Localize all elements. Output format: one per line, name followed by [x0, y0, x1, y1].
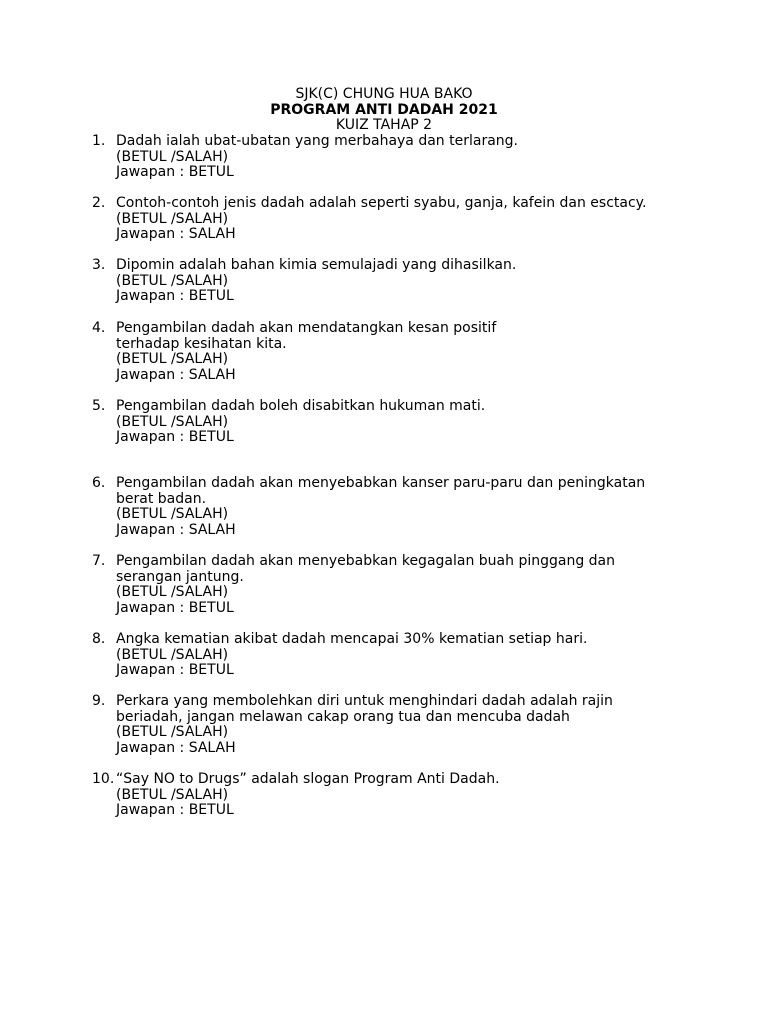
answer-options: (BETUL /SALAH) — [116, 148, 229, 165]
question-body — [116, 258, 692, 305]
question-item — [92, 258, 692, 305]
answer-key: Jawapan : SALAH — [116, 739, 236, 756]
question-number: 2. — [92, 195, 106, 211]
question-number: 9. — [92, 693, 106, 709]
question-text: berat badan. — [116, 490, 207, 507]
question-body — [116, 399, 692, 446]
question-text: Pengambilan dadah akan mendatangkan kesan positif — [116, 320, 497, 336]
question-item — [92, 476, 692, 538]
question-body — [116, 694, 692, 756]
question-item — [92, 694, 692, 756]
question-body — [116, 476, 692, 538]
question-body — [116, 134, 692, 181]
question-item — [92, 554, 692, 616]
question-text: Pengambilan dadah akan menyebabkan kanser paru-paru dan peningkatan — [116, 475, 646, 491]
question-item — [92, 772, 692, 819]
answer-options: (BETUL /SALAH) — [116, 724, 229, 741]
question-item — [92, 134, 692, 181]
school-name: SJK(C) CHUNG HUA BAKO — [295, 86, 473, 102]
question-text: serangan jantung. — [116, 568, 244, 585]
answer-key: Jawapan : BETUL — [116, 662, 234, 679]
answer-key: Jawapan : BETUL — [116, 599, 234, 616]
question-number: 6. — [92, 475, 106, 491]
question-text: Dipomin adalah bahan kimia semulajadi yang dihasilkan. — [116, 257, 517, 273]
question-body — [116, 196, 692, 243]
question-number: 3. — [92, 257, 106, 273]
question-text: terhadap kesihatan kita. — [116, 335, 287, 352]
question-item — [92, 632, 692, 679]
answer-key: Jawapan : BETUL — [116, 429, 234, 446]
answer-options: (BETUL /SALAH) — [116, 646, 229, 663]
question-number: 7. — [92, 553, 106, 569]
question-body — [116, 554, 692, 616]
answer-key: Jawapan : SALAH — [116, 226, 236, 243]
quiz-level: KUIZ TAHAP 2 — [335, 117, 433, 134]
question-text: Dadah ialah ubat-ubatan yang merbahaya dan terlarang. — [116, 133, 518, 149]
answer-key: Jawapan : BETUL — [116, 164, 234, 181]
question-body — [116, 772, 692, 819]
question-text: Angka kematian akibat dadah mencapai 30% kematian setiap hari. — [116, 631, 588, 647]
answer-key: Jawapan : BETUL — [116, 288, 234, 305]
answer-options: (BETUL /SALAH) — [116, 272, 229, 289]
answer-key: Jawapan : BETUL — [116, 802, 234, 819]
question-number: 8. — [92, 631, 106, 647]
answer-options: (BETUL /SALAH) — [116, 786, 229, 803]
program-title: PROGRAM ANTI DADAH 2021 — [270, 101, 498, 118]
question-item — [92, 321, 692, 383]
question-text: “Say NO to Drugs” adalah slogan Program Anti Dadah. — [116, 771, 500, 787]
question-number: 1. — [92, 133, 106, 149]
question-text: Pengambilan dadah akan menyebabkan kegagalan buah pinggang dan — [116, 553, 615, 569]
question-item — [92, 399, 692, 446]
answer-options: (BETUL /SALAH) — [116, 351, 229, 368]
answer-options: (BETUL /SALAH) — [116, 413, 229, 430]
question-number: 5. — [92, 398, 106, 414]
question-text: Perkara yang membolehkan diri untuk menghindari dadah adalah rajin — [116, 693, 613, 709]
answer-key: Jawapan : SALAH — [116, 366, 236, 383]
question-item — [92, 196, 692, 243]
question-text: beriadah, jangan melawan cakap orang tua dan mencuba dadah — [116, 708, 570, 725]
answer-key: Jawapan : SALAH — [116, 521, 236, 538]
question-text: Pengambilan dadah boleh disabitkan hukuman mati. — [116, 398, 486, 414]
question-text: Contoh-contoh jenis dadah adalah seperti syabu, ganja, kafein dan esctacy. — [116, 195, 647, 211]
document-header — [0, 87, 768, 134]
answer-options: (BETUL /SALAH) — [116, 584, 229, 601]
answer-options: (BETUL /SALAH) — [116, 210, 229, 227]
question-body — [116, 321, 692, 383]
question-body — [116, 632, 692, 679]
answer-options: (BETUL /SALAH) — [116, 506, 229, 523]
question-number: 10. — [92, 771, 115, 787]
question-number: 4. — [92, 320, 106, 336]
